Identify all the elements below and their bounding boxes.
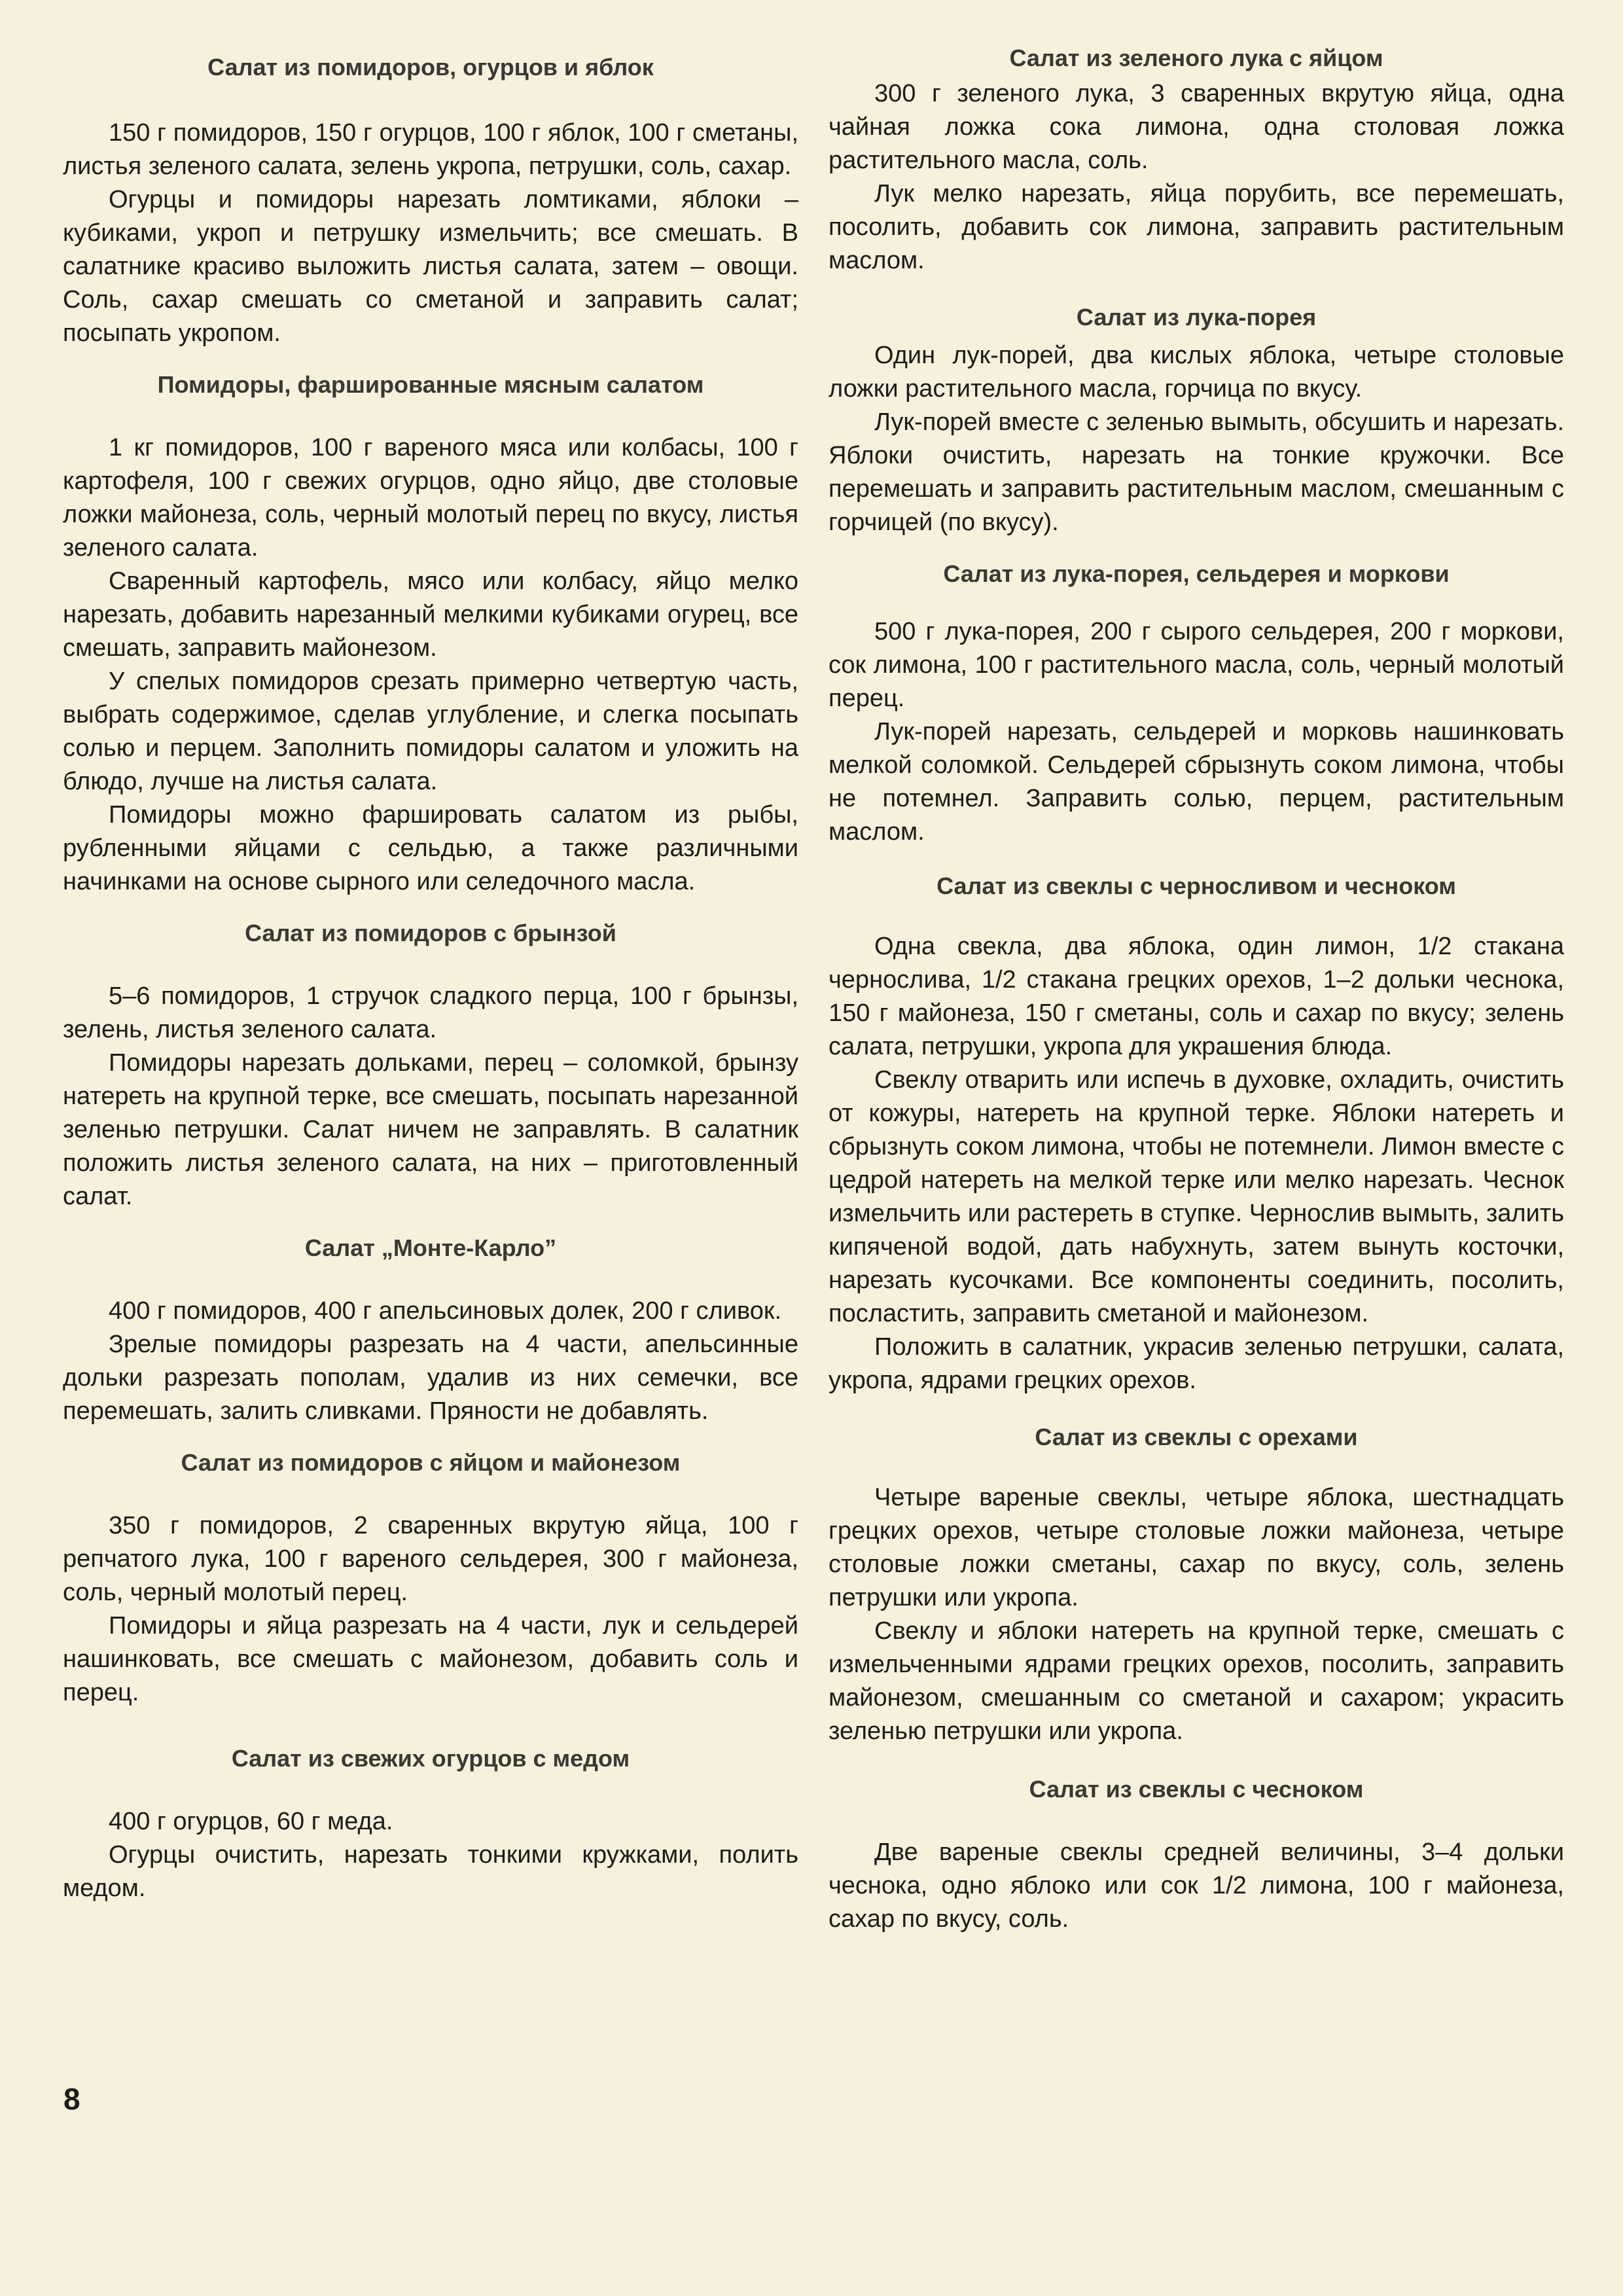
instructions-paragraph: Помидоры и яйца разрезать на 4 части, лук и сельдерей нашинковать, все смешать с майонезом, добавить соль и перец. xyxy=(63,1612,798,1706)
ingredients-paragraph: Один лук-порей, два кислых яблока, четыре столовые ложки растительного масла, горчица по вкусу. xyxy=(829,342,1564,403)
recipe-title: Салат из свеклы с орехами xyxy=(1035,1424,1358,1450)
ingredients-paragraph: 400 г помидоров, 400 г апельсиновых долек, 200 г сливок. xyxy=(109,1297,782,1325)
recipe-beet-garlic xyxy=(829,1774,1564,1936)
instructions-paragraph: Лук мелко нарезать, яйца порубить, все перемешать, посолить, добавить сок лимона, заправить растительным маслом. xyxy=(829,180,1564,274)
ingredients-paragraph: 1 кг помидоров, 100 г вареного мяса или колбасы, 100 г картофеля, 100 г свежих огурцов, одно яйцо, две столовые ложки майонеза, соль, черный молотый перец по вкусу, листья зеленого салата. xyxy=(63,434,798,562)
recipe-title: Салат из лука-порея, сельдерея и моркови xyxy=(943,560,1450,587)
instructions-paragraph: Положить в салатник, украсив зеленью петрушки, салата, укропа, ядрами грецких орехов. xyxy=(829,1333,1564,1394)
ingredients-paragraph: 500 г лука-порея, 200 г сырого сельдерея, 200 г моркови, сок лимона, 100 г растительного масла, соль, черный молотый перец. xyxy=(829,618,1564,712)
recipe-tomato-brynza xyxy=(63,918,798,1213)
ingredients-paragraph: Одна свекла, два яблока, один лимон, 1/2 стакана чернослива, 1/2 стакана грецких орехов, 1–2 дольки чеснока, 150 г майонеза, 150 г сметаны, соль и сахар по вкусу; зелень салата, петрушки, укропа для украшения блюда. xyxy=(829,933,1564,1060)
recipe-monte-carlo xyxy=(63,1233,798,1428)
instructions-paragraph: Огурцы очистить, нарезать тонкими кружками, полить медом. xyxy=(63,1841,798,1902)
recipe-title: Салат из зеленого лука с яйцом xyxy=(1009,45,1383,71)
recipe-title: Салат из помидоров с брынзой xyxy=(245,920,616,946)
instructions-paragraph: У спелых помидоров срезать примерно четвертую часть, выбрать содержимое, сделав углубление, и слегка посыпать солью и перцем. Заполнить помидоры салатом и уложить на блюдо, лучше на листья салата. xyxy=(63,668,798,795)
ingredients-paragraph: 400 г огурцов, 60 г меда. xyxy=(109,1808,393,1835)
ingredients-paragraph: 300 г зеленого лука, 3 сваренных вкрутую яйца, одна чайная ложка сока лимона, одна столовая ложка растительного масла, соль. xyxy=(829,80,1564,174)
recipe-title: Салат из свежих огурцов с медом xyxy=(231,1745,630,1772)
recipe-title: Салат из свеклы с чесноком xyxy=(1029,1776,1364,1803)
recipe-tomato-egg-mayonnaise xyxy=(63,1448,798,1710)
recipe-title: Салат из свеклы с черносливом и чесноком xyxy=(936,872,1456,899)
ingredients-paragraph: 150 г помидоров, 150 г огурцов, 100 г яблок, 100 г сметаны, листья зеленого салата, зелень укропа, петрушки, соль, сахар. xyxy=(63,119,798,180)
instructions-paragraph: Сваренный картофель, мясо или колбасу, яйцо мелко нарезать, добавить нарезанный мелкими кубиками огурец, все смешать, заправить майонезом. xyxy=(63,567,798,662)
ingredients-paragraph: 350 г помидоров, 2 сваренных вкрутую яйца, 100 г репчатого лука, 100 г вареного сельдерея, 300 г майонеза, соль, черный молотый перец. xyxy=(63,1512,798,1606)
ingredients-paragraph: Четыре вареные свеклы, четыре яблока, шестнадцать грецких орехов, четыре столовые ложки майонеза, четыре столовые ложки сметаны, сахар по вкусу, соль, зелень петрушки или укропа. xyxy=(829,1484,1564,1611)
instructions-paragraph: Зрелые помидоры разрезать на 4 части, апельсинные дольки разрезать пополам, удалив из них семечки, все перемешать, залить сливками. Пряности не добавлять. xyxy=(63,1331,798,1425)
instructions-paragraph: Свеклу и яблоки натереть на крупной терке, смешать с измельченными ядрами грецких орехов, посолить, заправить майонезом, смешанным со сметаной и сахаром; украсить зеленью петрушки или укропа. xyxy=(829,1617,1564,1745)
ingredients-paragraph: Две вареные свеклы средней величины, 3–4 дольки чеснока, одно яблоко или сок 1/2 лимона, 100 г майонеза, сахар по вкусу, соль. xyxy=(829,1839,1564,1933)
recipe-tomato-cucumber-apple xyxy=(63,52,798,350)
recipe-green-onion-egg xyxy=(829,43,1564,278)
instructions-paragraph: Огурцы и помидоры нарезать ломтиками, яблоки – кубиками, укроп и петрушку измельчить; все смешать. В салатнике красиво выложить листья салата, затем – овощи. Соль, сахар смешать со сметаной и заправить салат; посыпать укропом. xyxy=(63,186,798,347)
recipe-stuffed-tomatoes xyxy=(63,370,798,899)
instructions-paragraph: Лук-порей вместе с зеленью вымыть, обсушить и нарезать. Яблоки очистить, нарезать на тонкие кружочки. Все перемешать и заправить растительным маслом, смешанным с горчицей (по вкусу). xyxy=(829,408,1564,536)
instructions-paragraph: Помидоры можно фаршировать салатом из рыбы, рубленными яйцами с сельдью, а также различными начинками на основе сырного или селедочного масла. xyxy=(63,801,798,895)
recipe-title: Салат из помидоров, огурцов и яблок xyxy=(207,54,654,81)
left-column xyxy=(63,43,798,1905)
recipe-beet-prune-garlic xyxy=(829,871,1564,1397)
recipe-cucumber-honey xyxy=(63,1744,798,1905)
right-column xyxy=(829,43,1564,1936)
instructions-paragraph: Лук-порей нарезать, сельдерей и морковь нашинковать мелкой соломкой. Сельдерей сбрызнуть соком лимона, чтобы не потемнел. Заправить солью, перцем, растительным маслом. xyxy=(829,718,1564,846)
recipe-title: Салат из лука-порея xyxy=(1076,304,1317,331)
recipe-leek xyxy=(829,302,1564,539)
recipe-title: Помидоры, фаршированные мясным салатом xyxy=(157,371,704,398)
instructions-paragraph: Свеклу отварить или испечь в духовке, охладить, очистить от кожуры, натереть на крупной терке. Яблоки натереть и сбрызнуть соком лимона, чтобы не потемнели. Лимон вместе с цедрой натереть на мелкой терке или мелко нарезать. Чеснок измельчить или растереть в ступке. Чернослив вымыть, залить кипяченой водой, дать набухнуть, затем вынуть косточки, нарезать кусочками. Все компоненты соединить, посолить, посластить, заправить сметаной и майонезом. xyxy=(829,1066,1564,1327)
recipe-title: Салат „Монте-Карло” xyxy=(304,1234,557,1261)
instructions-paragraph: Помидоры нарезать дольками, перец – соломкой, брынзу натереть на крупной терке, все смешать, посыпать нарезанной зеленью петрушки. Салат ничем не заправлять. В салатник положить листья зеленого салата, на них – приготовленный салат. xyxy=(63,1049,798,1210)
ingredients-paragraph: 5–6 помидоров, 1 стручок сладкого перца, 100 г брынзы, зелень, листья зеленого салата. xyxy=(63,982,798,1043)
recipe-leek-celery-carrot xyxy=(829,559,1564,849)
page-number: 8 xyxy=(63,2082,80,2116)
recipe-beet-walnut xyxy=(829,1422,1564,1748)
recipe-title: Салат из помидоров с яйцом и майонезом xyxy=(181,1449,681,1476)
